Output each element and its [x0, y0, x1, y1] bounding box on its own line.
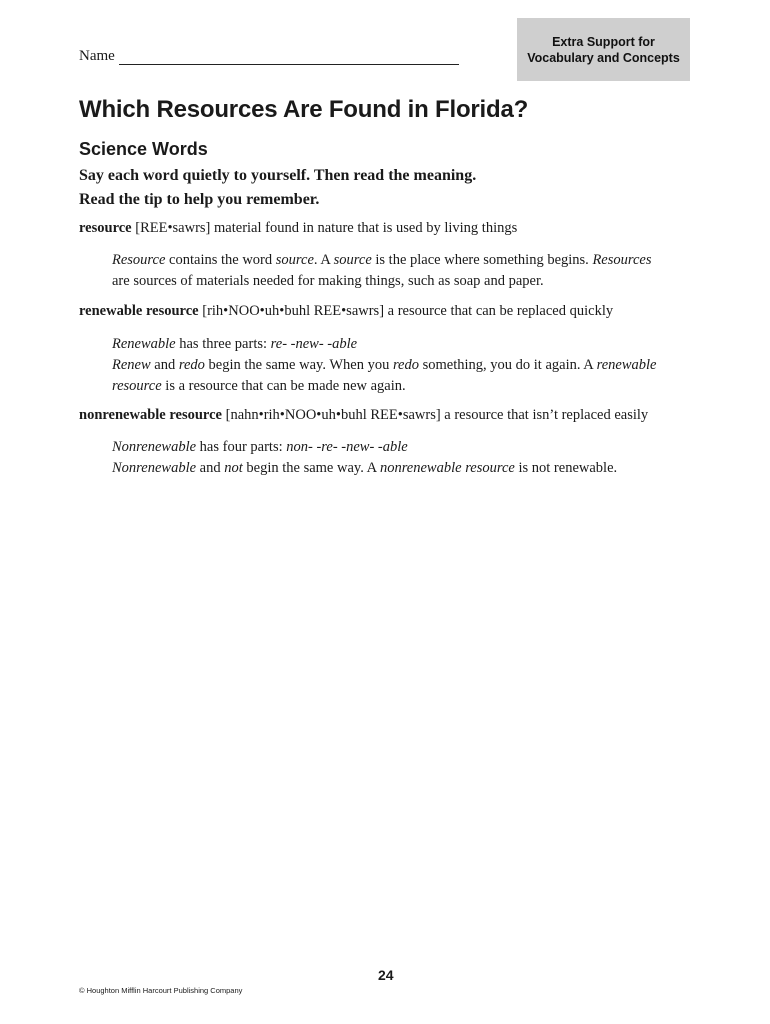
- tip-text: begin the same way. When you: [204, 357, 393, 373]
- instruction-line-1: Say each word quietly to yourself. Then read the meaning.: [79, 167, 477, 184]
- tip-emphasis: not: [224, 460, 243, 476]
- vocab-entry-nonrenewable-resource: [79, 407, 648, 424]
- copyright-notice: © Houghton Mifflin Harcourt Publishing Company: [79, 986, 243, 995]
- tip-text: is the place where something begins.: [371, 252, 593, 268]
- tip-emphasis: redo: [392, 357, 419, 373]
- extra-support-badge: [517, 18, 690, 81]
- tip-text: begin the same way. A: [242, 460, 380, 476]
- name-label: Name: [79, 48, 115, 64]
- tip-text: are sources of materials needed for making things, such as soap and paper.: [112, 273, 544, 289]
- tip-text: . A: [313, 252, 334, 268]
- vocab-entry-renewable-resource: [79, 303, 613, 320]
- instruction-line-2: Read the tip to help you remember.: [79, 191, 320, 208]
- name-underline: [119, 50, 459, 65]
- tip-emphasis: Nonrenewable: [112, 460, 197, 476]
- tip-text: is not renewable.: [514, 460, 618, 476]
- tip-emphasis: re- -new- -able: [270, 336, 358, 352]
- tip-emphasis: resource: [112, 378, 162, 394]
- badge-line-1: Extra Support for: [552, 34, 655, 49]
- vocab-definition: [REE•sawrs] material found in nature that is used by living things: [131, 220, 518, 236]
- tip-text: has three parts:: [175, 336, 271, 352]
- tip-emphasis: source: [275, 252, 314, 268]
- vocab-word: renewable resource: [79, 303, 199, 319]
- tip-text: is a resource that can be made new again.: [161, 378, 406, 394]
- tip-nonrenewable-resource: [112, 437, 712, 479]
- name-field: [79, 48, 459, 65]
- tip-emphasis: Renewable: [112, 336, 176, 352]
- tip-emphasis: renewable: [596, 357, 657, 373]
- page-title: Which Resources Are Found in Florida?: [79, 96, 529, 123]
- tip-emphasis: nonrenewable resource: [379, 460, 515, 476]
- tip-resource: [112, 250, 712, 292]
- vocab-definition: [nahn•rih•NOO•uh•buhl REE•sawrs] a resource that isn’t replaced easily: [221, 407, 649, 423]
- vocab-word: resource: [79, 220, 132, 236]
- vocab-definition: [rih•NOO•uh•buhl REE•sawrs] a resource that can be replaced quickly: [198, 303, 614, 319]
- tip-emphasis: Resource: [112, 252, 166, 268]
- tip-text: and: [196, 460, 225, 476]
- page-number: 24: [378, 967, 394, 983]
- section-heading: Science Words: [79, 139, 208, 159]
- tip-text: contains the word: [165, 252, 276, 268]
- tip-emphasis: source: [333, 252, 372, 268]
- tip-text: has four parts:: [196, 439, 287, 455]
- tip-text: and: [150, 357, 179, 373]
- tip-emphasis: Resources: [592, 252, 652, 268]
- tip-renewable-resource: [112, 334, 712, 397]
- tip-emphasis: non- -re- -new- -able: [286, 439, 408, 455]
- tip-emphasis: Nonrenewable: [112, 439, 197, 455]
- tip-text: something, you do it again. A: [418, 357, 597, 373]
- vocab-word: nonrenewable resource: [79, 407, 222, 423]
- tip-emphasis: redo: [178, 357, 205, 373]
- tip-emphasis: Renew: [112, 357, 151, 373]
- vocab-entry-resource: [79, 220, 517, 237]
- badge-line-2: Vocabulary and Concepts: [527, 50, 680, 65]
